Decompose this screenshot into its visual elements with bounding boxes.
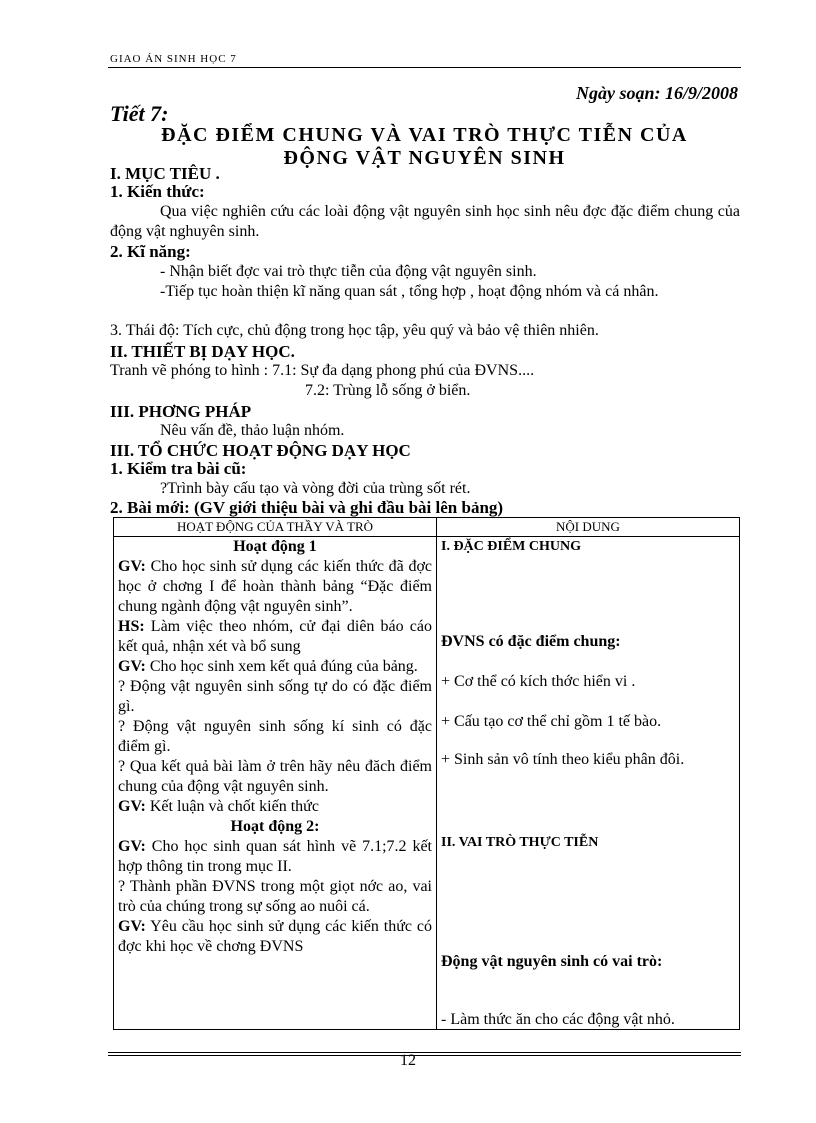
feature-3: + Sinh sản vô tính theo kiểu phân đôi. xyxy=(441,751,685,768)
activity-gv-2: GV: Cho học sinh xem kết quả đúng của bảng. xyxy=(118,658,418,675)
activities-table xyxy=(113,517,740,1030)
lesson-title-line2: ĐỘNG VẬT NGUYÊN SINH xyxy=(283,147,566,169)
running-header: GIAO ÁN SINH HỌC 7 xyxy=(110,53,237,65)
equipment-line-2: 7.2: Trùng lỗ sống ở biển. xyxy=(305,382,471,399)
table-header-row xyxy=(114,518,740,537)
lesson-title-line1: ĐẶC ĐIỂM CHUNG VÀ VAI TRÒ THỰC TIỄN CỦA xyxy=(161,124,688,146)
page-number: 12 xyxy=(400,1052,416,1069)
review-question: ?Trình bày cấu tạo và vòng đời của trùng sốt rét. xyxy=(160,480,471,497)
knowledge-text: Qua việc nghiên cứu các loài động vật nguyên sinh học sinh nêu đợc đặc điểm chung của động vật nghuyên sinh. xyxy=(110,203,740,240)
question-1: ? Động vật nguyên sinh sống tự do có đặc điểm gì. xyxy=(118,678,432,715)
subsection-review: 1. Kiểm tra bài cũ: xyxy=(110,459,247,478)
content-heading-2: II. VAI TRÒ THỰC TIỄN xyxy=(441,835,599,850)
header-rule xyxy=(108,67,741,68)
skills-item-2: -Tiếp tục hoàn thiện kĩ năng quan sát , tổng hợp , hoạt động nhóm và cá nhân. xyxy=(160,283,659,300)
activities-cell xyxy=(114,537,437,1030)
skills-item-1: - Nhận biết đợc vai trò thực tiễn của động vật nguyên sinh. xyxy=(160,263,537,280)
activity-gv-5: GV: Yêu cầu học sinh sử dụng các kiến thức có đợc khi học về chơng ĐVNS xyxy=(118,918,432,955)
section-activities: III. TỔ CHỨC HOẠT ĐỘNG DẠY HỌC xyxy=(110,441,411,460)
subsection-new-lesson: 2. Bài mới: (GV giới thiệu bài và ghi đầu bài lên bảng) xyxy=(110,498,504,517)
activity-gv-3: GV: Kết luận và chốt kiến thức xyxy=(118,798,319,815)
activity-1-heading: Hoạt động 1 xyxy=(233,538,317,555)
activity-hs-1: HS: Làm việc theo nhóm, cử đại diên báo cáo kết quả, nhận xét và bổ sung xyxy=(118,618,432,655)
preparation-date: Ngày soạn: 16/9/2008 xyxy=(576,83,738,103)
section-method: III. PHƠNG PHÁP xyxy=(110,402,252,421)
section-equipment: II. THIẾT BỊ DẠY HỌC. xyxy=(110,342,295,361)
subsection-knowledge: 1. Kiến thức: xyxy=(110,182,205,201)
col-teacher-student: HOẠT ĐỘNG CỦA THẦY VÀ TRÒ xyxy=(114,518,437,537)
equipment-line-1: Tranh vẽ phóng to hình : 7.1: Sự đa dạng phong phú của ĐVNS.... xyxy=(110,362,535,379)
section-objectives: I. MỤC TIÊU . xyxy=(110,164,220,183)
activity-gv-1: GV: Cho học sinh sử dụng các kiến thức đã đợc học ở chơng I để hoàn thành bảng “Đặc điểm chung ngành động vật nguyên sinh”. xyxy=(118,558,432,615)
method-text: Nêu vấn đề, thảo luận nhóm. xyxy=(160,422,345,439)
col-content: NỘI DUNG xyxy=(437,518,740,537)
question-3: ? Qua kết quả bài làm ở trên hãy nêu đăch điểm chung của động vật nguyên sinh. xyxy=(118,758,432,795)
table-body-row xyxy=(114,537,740,1030)
question-2: ? Động vật nguyên sinh sống kí sinh có đặc điểm gì. xyxy=(118,718,432,755)
role-heading: Động vật nguyên sinh có vai trò: xyxy=(441,953,663,970)
feature-1: + Cơ thể có kích thớc hiển vi . xyxy=(441,673,636,690)
activity-gv-4: GV: Cho học sinh quan sát hình vẽ 7.1;7.2 kết hợp thông tin trong mục II. xyxy=(118,838,432,875)
feature-2: + Cấu tạo cơ thể chỉ gồm 1 tế bào. xyxy=(441,713,662,730)
activity-2-heading: Hoạt động 2: xyxy=(230,818,320,835)
attitude-text: 3. Thái độ: Tích cực, chủ động trong học tập, yêu quý và bảo vệ thiên nhiên. xyxy=(110,322,599,339)
content-heading-1: I. ĐẶC ĐIỂM CHUNG xyxy=(441,539,581,554)
subsection-skills: 2. Kĩ năng: xyxy=(110,242,191,261)
question-4: ? Thành phần ĐVNS trong một giọt nớc ao, vai trò của chúng trong sự sống ao nuôi cá. xyxy=(118,878,432,915)
role-1: - Làm thức ăn cho các động vật nhỏ. xyxy=(441,1011,675,1028)
content-cell xyxy=(437,537,740,1030)
lesson-number: Tiết 7: xyxy=(110,101,169,126)
dvns-features-heading: ĐVNS có đặc điểm chung: xyxy=(441,633,621,650)
